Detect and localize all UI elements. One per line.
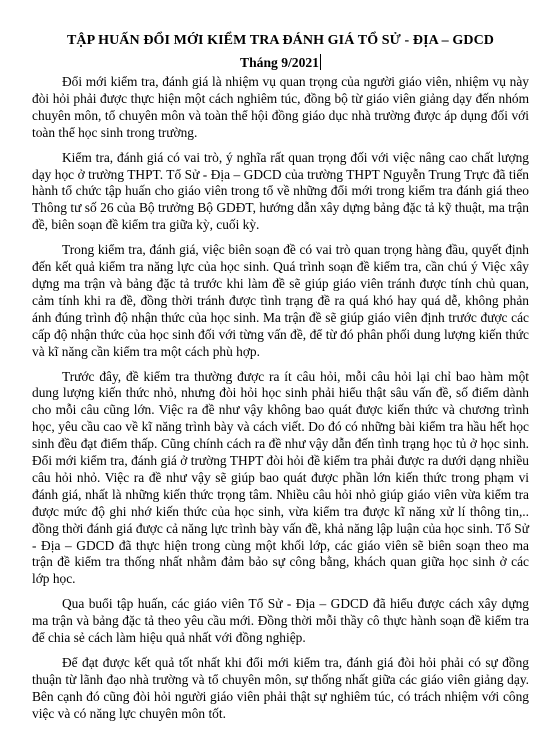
paragraph-5: Qua buổi tập huấn, các giáo viên Tổ Sử - Địa – GDCD đã hiểu được cách xây dựng ma trận và bảng đặc tả theo yêu cầu mới. Đồng thời mỗi thầy cô thực hành soạn đề kiểm tra để chia sẻ cách làm hiệu quả nhất với đồng nghiệp. xyxy=(32,596,529,646)
document-title: TẬP HUẤN ĐỔI MỚI KIỂM TRA ĐÁNH GIÁ TỔ SỬ - ĐỊA – GDCD xyxy=(66,33,495,48)
paragraph-4: Trước đây, đề kiểm tra thường được ra ít câu hỏi, mỗi câu hỏi lại chỉ bao hàm một dung lượng kiến thức nhỏ, nhưng đòi hỏi học sinh phải hiểu thật sâu vấn đề, số điểm dành cho mỗi câu cũng lớn. Việc ra đề như vậy không bao quát được kiến thức và chương trình học, yêu cầu cao về kĩ năng trình bày và cách viết. Do đó có những bài kiểm tra hầu hết học sinh đều đạt điểm thấp. Cũng chính cách ra đề như vậy dẫn đến tình trạng học tủ ở học sinh. Đổi mới kiểm tra, đánh giá ở trường THPT đòi hỏi đề kiểm tra phải được ra dưới dạng nhiều câu hỏi nhỏ. Việc ra đề như vậy sẽ giúp bao quát được phần lớn kiến thức trong phạm vi đánh giá, nhất là những kiến thức trọng tâm. Nhiều câu hỏi nhỏ giúp giáo viên vừa kiểm tra được mức độ ghi nhớ kiến thức của học sinh, vừa kiểm tra được kĩ năng xử lí thông tin,.. đồng thời đánh giá được cả năng lực trình bày vấn đề, khả năng lập luận của học sinh. Tổ Sử - Địa – GDCD đã thực hiện trong cùng một khối lớp, các giáo viên sẽ biên soạn theo ma trận đề kiểm tra thống nhất nhằm đảm bảo sự công bằng, khách quan giữa học sinh ở các lớp học. xyxy=(32,368,529,587)
paragraph-1: Đổi mới kiểm tra, đánh giá là nhiệm vụ quan trọng của người giáo viên, nhiệm vụ này đòi hỏi phải được thực hiện một cách nghiêm túc, đồng bộ từ giáo viên giảng dạy đến nhóm chuyên môn, tổ chuyên môn và toàn thể hội đồng giáo dục nhà trường được áp dụng đối với toàn thể học sinh trong trường. xyxy=(32,74,529,140)
document-date xyxy=(32,54,529,72)
paragraph-2: Kiểm tra, đánh giá có vai trò, ý nghĩa rất quan trọng đối với việc nâng cao chất lượng dạy học ở trường THPT. Tổ Sử - Địa – GDCD của trường THPT Nguyễn Trung Trực đã tiến hành tổ chức tập huấn cho giáo viên trong tổ về những đổi mới trong kiểm tra đánh giá theo Thông tư số 26 của Bộ trưởng Bộ GDĐT, hướng dẫn xây dựng bảng đặc tả kỹ thuật, ma trận đề, biên soạn đề kiểm tra giữa kỳ, cuối kỳ. xyxy=(32,149,529,233)
paragraph-6: Để đạt được kết quả tốt nhất khi đổi mới kiểm tra, đánh giá đòi hỏi phải có sự đồng thuận từ lãnh đạo nhà trường và tổ chuyên môn, sự thống nhất giữa các giáo viên giảng dạy. Bên cạnh đó cũng đòi hỏi người giáo viên phải thật sự nghiêm túc, có trách nhiệm với công việc và có năng lực chuyên môn tốt. xyxy=(32,655,529,721)
text-cursor xyxy=(320,54,321,70)
document-date-text: Tháng 9/2021 xyxy=(240,55,319,70)
paragraph-3: Trong kiểm tra, đánh giá, việc biên soạn đề có vai trò quan trọng hàng đầu, quyết định đến kết quả kiểm tra năng lực của học sinh. Quá trình soạn đề kiểm tra, cần chú ý Việc xây dựng ma trận và bảng đặc tả trước khi làm đề sẽ giúp giáo viên tránh được tính chủ quan, cảm tính khi ra đề, đồng thời tránh được tình trạng đề ra quá khó hay quá dễ, không phản ánh đúng trình độ nhận thức của học sinh. Ma trận đề sẽ giúp giáo viên định trước được các cấp độ nhận thức của học sinh đối với từng vấn đề, để từ đó phân phối dung lượng kiến thức và kĩ năng cần kiểm tra một cách phù hợp. xyxy=(32,242,529,359)
